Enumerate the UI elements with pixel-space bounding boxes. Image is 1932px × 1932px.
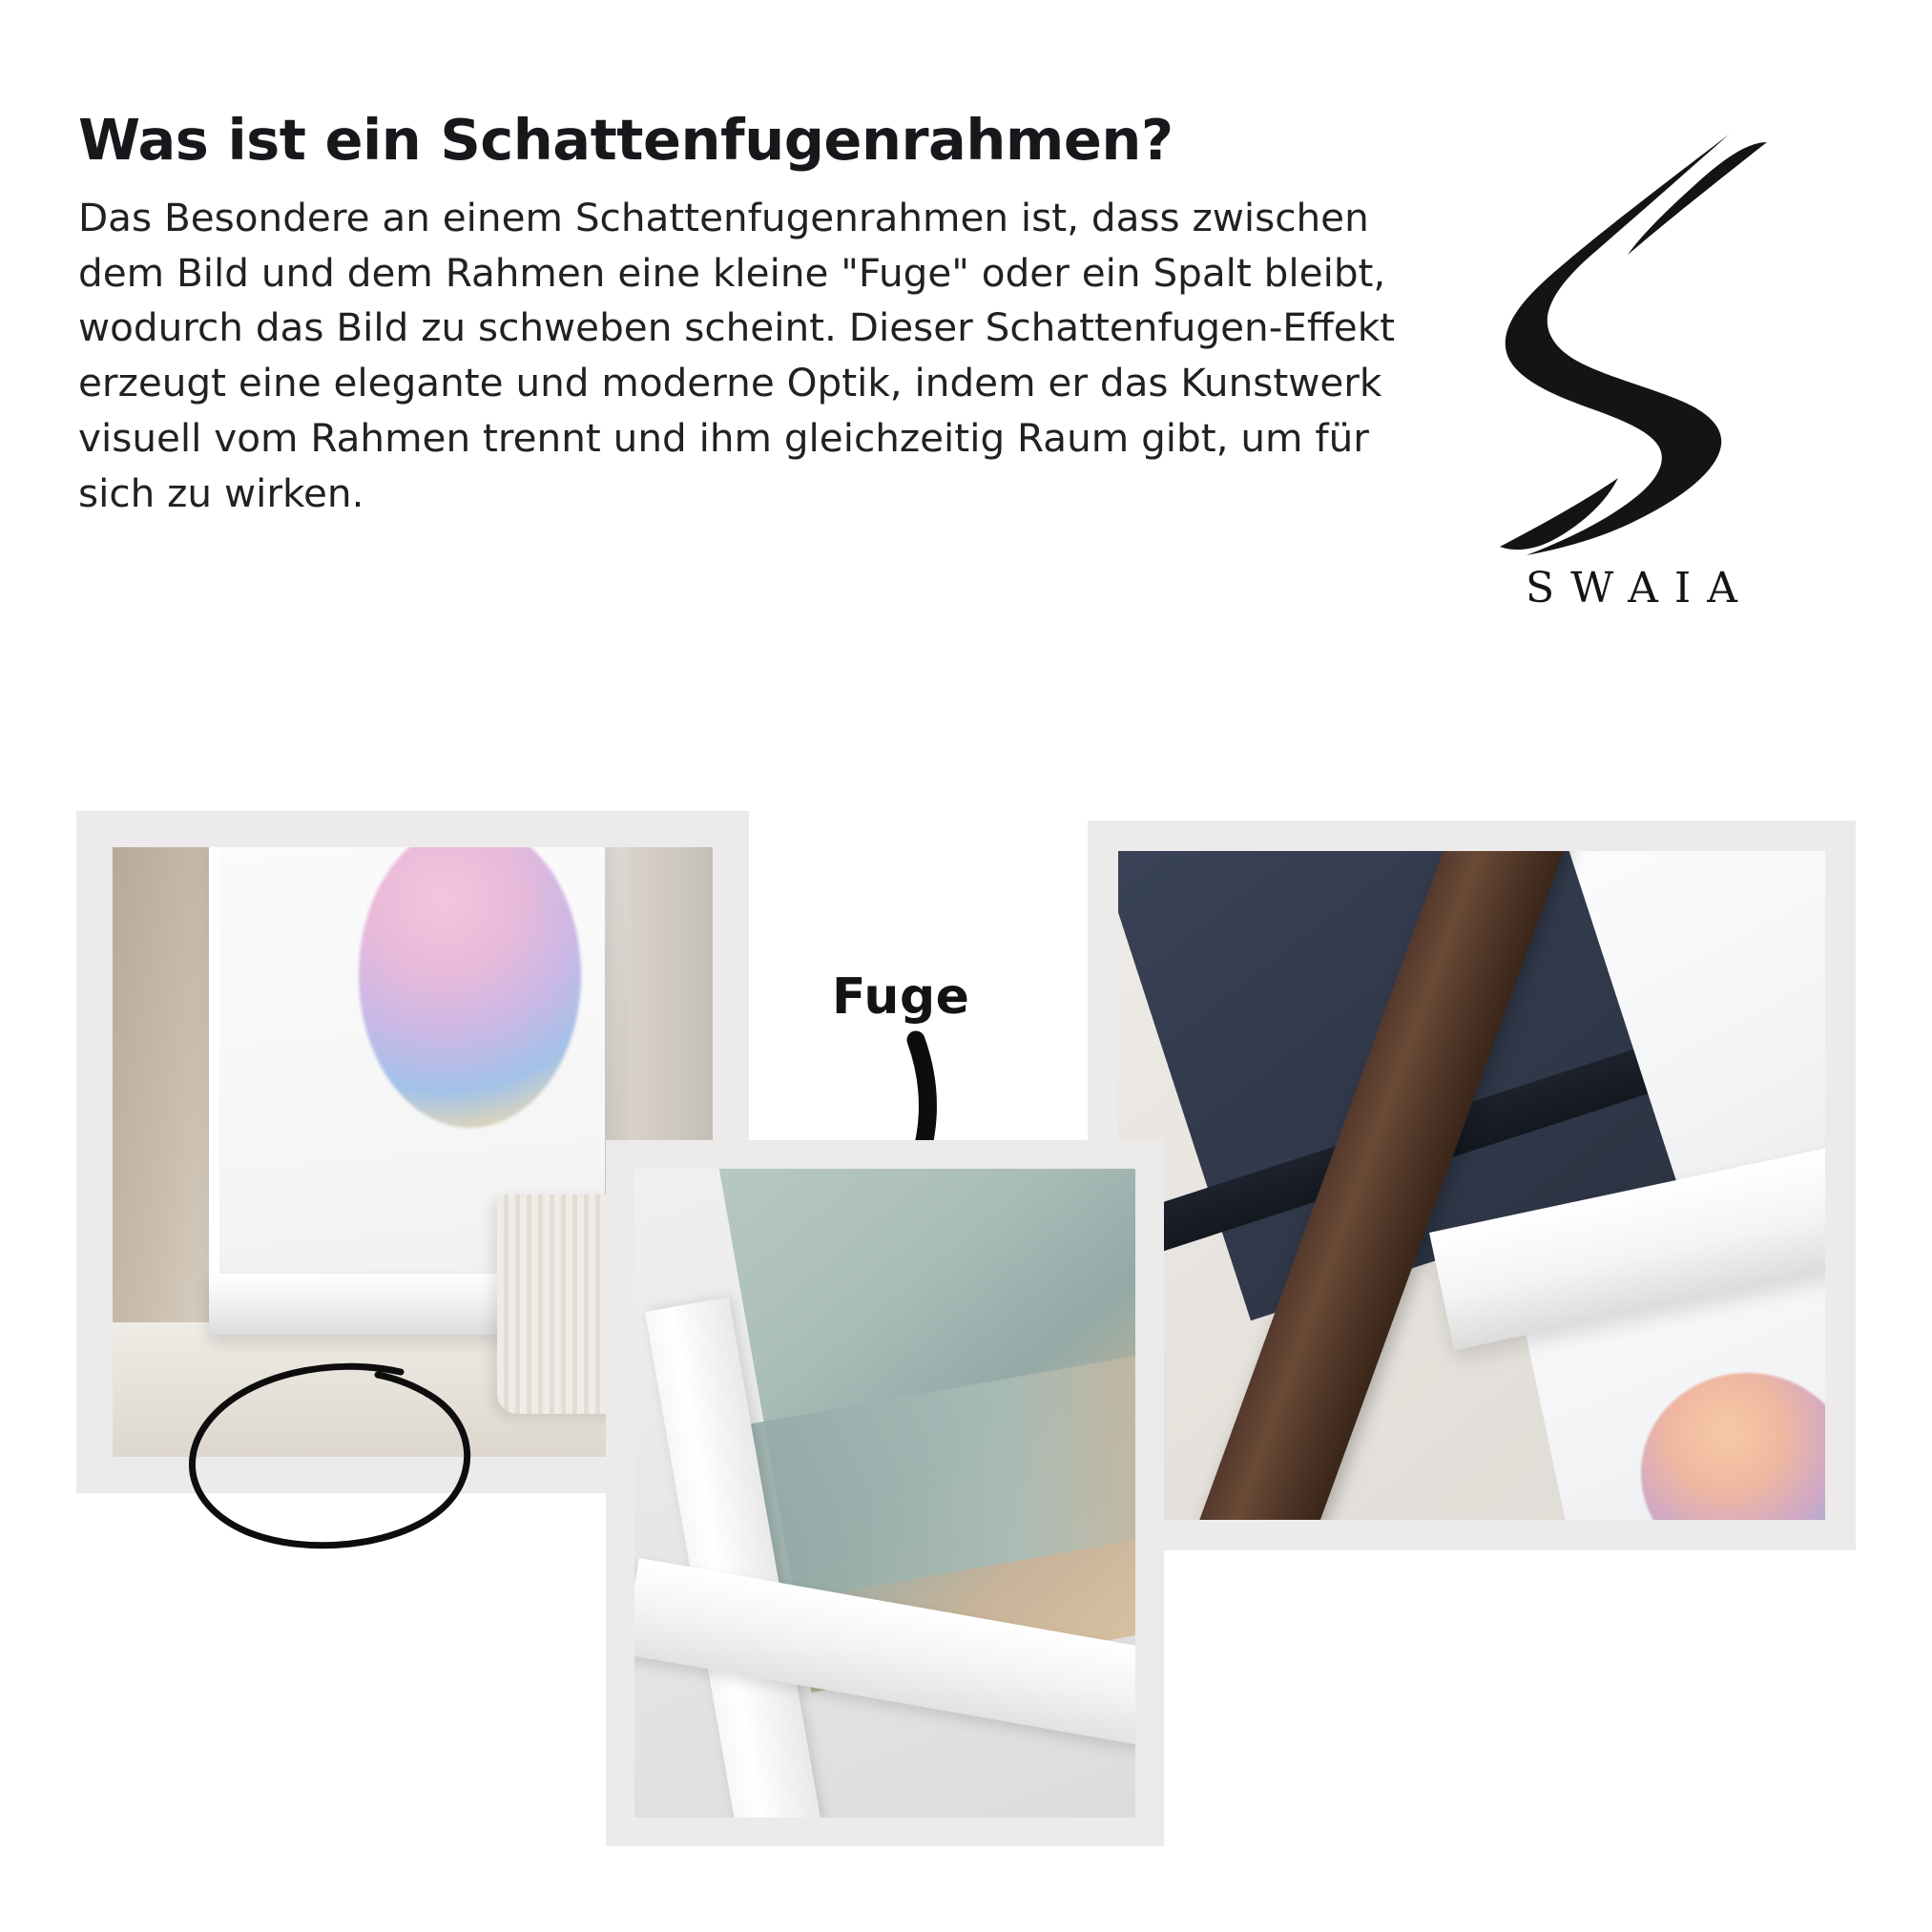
brand-logo bbox=[1474, 129, 1789, 644]
photo-white-frame-corner bbox=[606, 1140, 1164, 1846]
brand-wordmark: SWAIA bbox=[1525, 564, 1755, 613]
photo-dark-and-wood-frames-image bbox=[1118, 851, 1825, 1520]
intro-text-block bbox=[78, 107, 1443, 522]
page-title: Was ist ein Schattenfugenrahmen? bbox=[78, 107, 1174, 173]
callout-label-fuge: Fuge bbox=[832, 968, 970, 1026]
intro-paragraph: Das Besondere an einem Schattenfugenrahmen ist, dass zwischen dem Bild und dem Rahmen eine kleine "Fuge" oder ein Spalt bleibt, wodurch das Bild zu schweben scheint. Dieser Schattenfugen-Effekt erzeugt eine elegante und moderne Optik, indem er das Kunstwerk visuell vom Rahmen trennt und ihm gleichzeitig Raum gibt, um für sich zu wirken. bbox=[78, 194, 1396, 517]
photo-collage bbox=[0, 782, 1932, 1932]
swaia-s-monogram-icon bbox=[1488, 129, 1775, 558]
photo-dark-and-wood-frames bbox=[1088, 821, 1856, 1550]
photo-white-frame-corner-image bbox=[634, 1169, 1135, 1818]
